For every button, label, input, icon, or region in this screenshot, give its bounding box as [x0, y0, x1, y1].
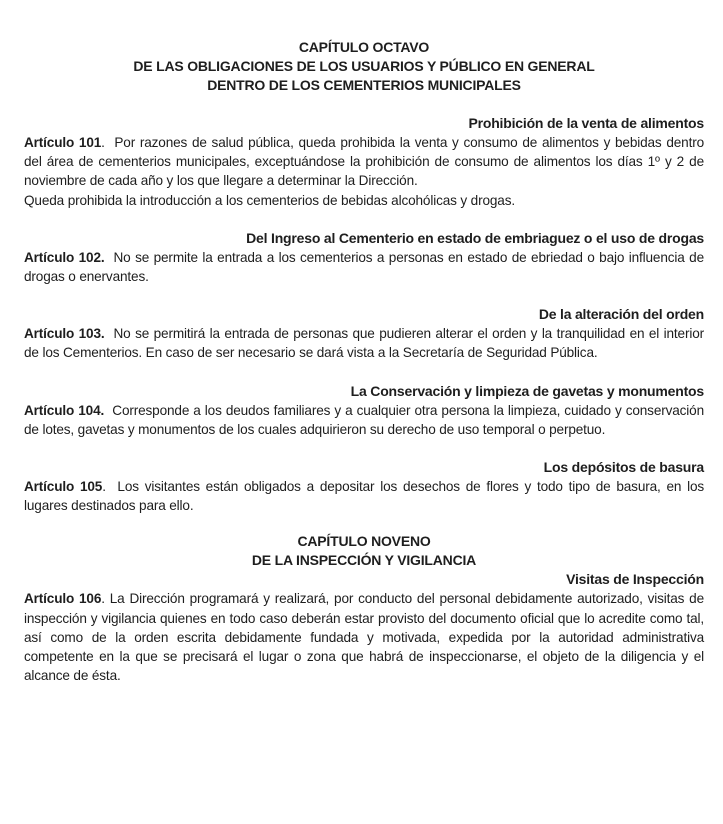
article-body [24, 401, 708, 439]
section-title: De la alteración del orden [538, 306, 704, 323]
chapter-heading-octavo [24, 38, 704, 95]
article-text: . La Dirección programará y realizará, por conducto del personal debidamente autorizado, visitas de inspección y vigilancia quienes en todo caso deberán estar provisto del documento oficial que lo acredite como tal, así como de la orden escrita debidamente fundada y motivada, expedida por la autoridad administrativa competente en la que se precisará el lugar o zona que habrá de inspeccionarse, el objeto de la diligencia y el alcance de ésta. [24, 591, 708, 684]
article-paragraph [24, 401, 708, 439]
chapter-title-line-1: DE LA INSPECCIÓN Y VIGILANCIA [251, 552, 477, 569]
section-title: Visitas de Inspección [566, 571, 704, 588]
chapter-title-line-2: DENTRO DE LOS CEMENTERIOS MUNICIPALES [207, 77, 521, 93]
section-title: Prohibición de la venta de alimentos [468, 115, 704, 131]
article-block-101 [24, 114, 708, 210]
article-label: Artículo 106 [24, 591, 102, 607]
section-title: La Conservación y limpieza de gavetas y monumentos [350, 382, 704, 399]
article-paragraph [24, 477, 708, 515]
article-body [24, 589, 708, 685]
chapter-title-line-1: DE LAS OBLIGACIONES DE LOS USUARIOS Y PÚBLICO EN GENERAL [133, 58, 595, 74]
article-paragraph [24, 133, 708, 191]
article-paragraph [24, 324, 708, 362]
article-paragraph: Queda prohibida la introducción a los cementerios de bebidas alcohólicas y drogas. [24, 192, 515, 208]
article-block-106 [24, 570, 708, 685]
article-label: Artículo 103. [24, 326, 105, 342]
article-block-103 [24, 305, 708, 362]
article-text: Corresponde a los deudos familiares y a cualquier otra persona la limpieza, cuidado y conservación de lotes, gavetas y monumentos de los cuales adquirieron su derecho de uso temporal o perpetuo. [24, 402, 708, 437]
article-text: No se permitirá la entrada de personas que pudieren alterar el orden y la tranquilidad en el interior de los Cementerios. En caso de ser necesario se dará vista a la Secretaría de Seguridad Pública. [24, 326, 708, 361]
article-body [24, 133, 708, 210]
article-body [24, 248, 708, 286]
article-text: No se permite la entrada a los cementerios a personas en estado de ebriedad o bajo influencia de drogas o enervantes. [24, 249, 708, 285]
article-paragraph [24, 589, 708, 685]
section-title: Los depósitos de basura [543, 459, 704, 476]
article-text: . Por razones de salud pública, queda prohibida la venta y consumo de alimentos y bebidas dentro del área de cementerios municipales, exceptuándose la prohibición de consumo de alimentos los días 1º y 2 de noviembre de cada año y los que llegare a determinar la Dirección. [24, 135, 708, 189]
article-block-104 [24, 382, 708, 439]
section-title: Del Ingreso al Cementerio en estado de embriaguez o el uso de drogas [246, 229, 704, 246]
article-label: Artículo 101 [24, 135, 102, 150]
article-block-102 [24, 229, 708, 286]
article-label: Artículo 104. [24, 402, 105, 418]
chapter-number: CAPÍTULO NOVENO [297, 533, 431, 550]
article-paragraph [24, 248, 708, 286]
article-block-105 [24, 458, 708, 515]
chapter-heading-noveno [24, 532, 704, 570]
article-label: Artículo 102. [24, 249, 105, 265]
article-text: . Los visitantes están obligados a depositar los desechos de flores y todo tipo de basura, en los lugares destinados para ello. [24, 479, 708, 514]
article-label: Artículo 105 [24, 479, 103, 495]
article-body [24, 477, 708, 515]
chapter-number: CAPÍTULO OCTAVO [298, 39, 430, 55]
article-body [24, 324, 708, 362]
document-page [24, 38, 708, 685]
